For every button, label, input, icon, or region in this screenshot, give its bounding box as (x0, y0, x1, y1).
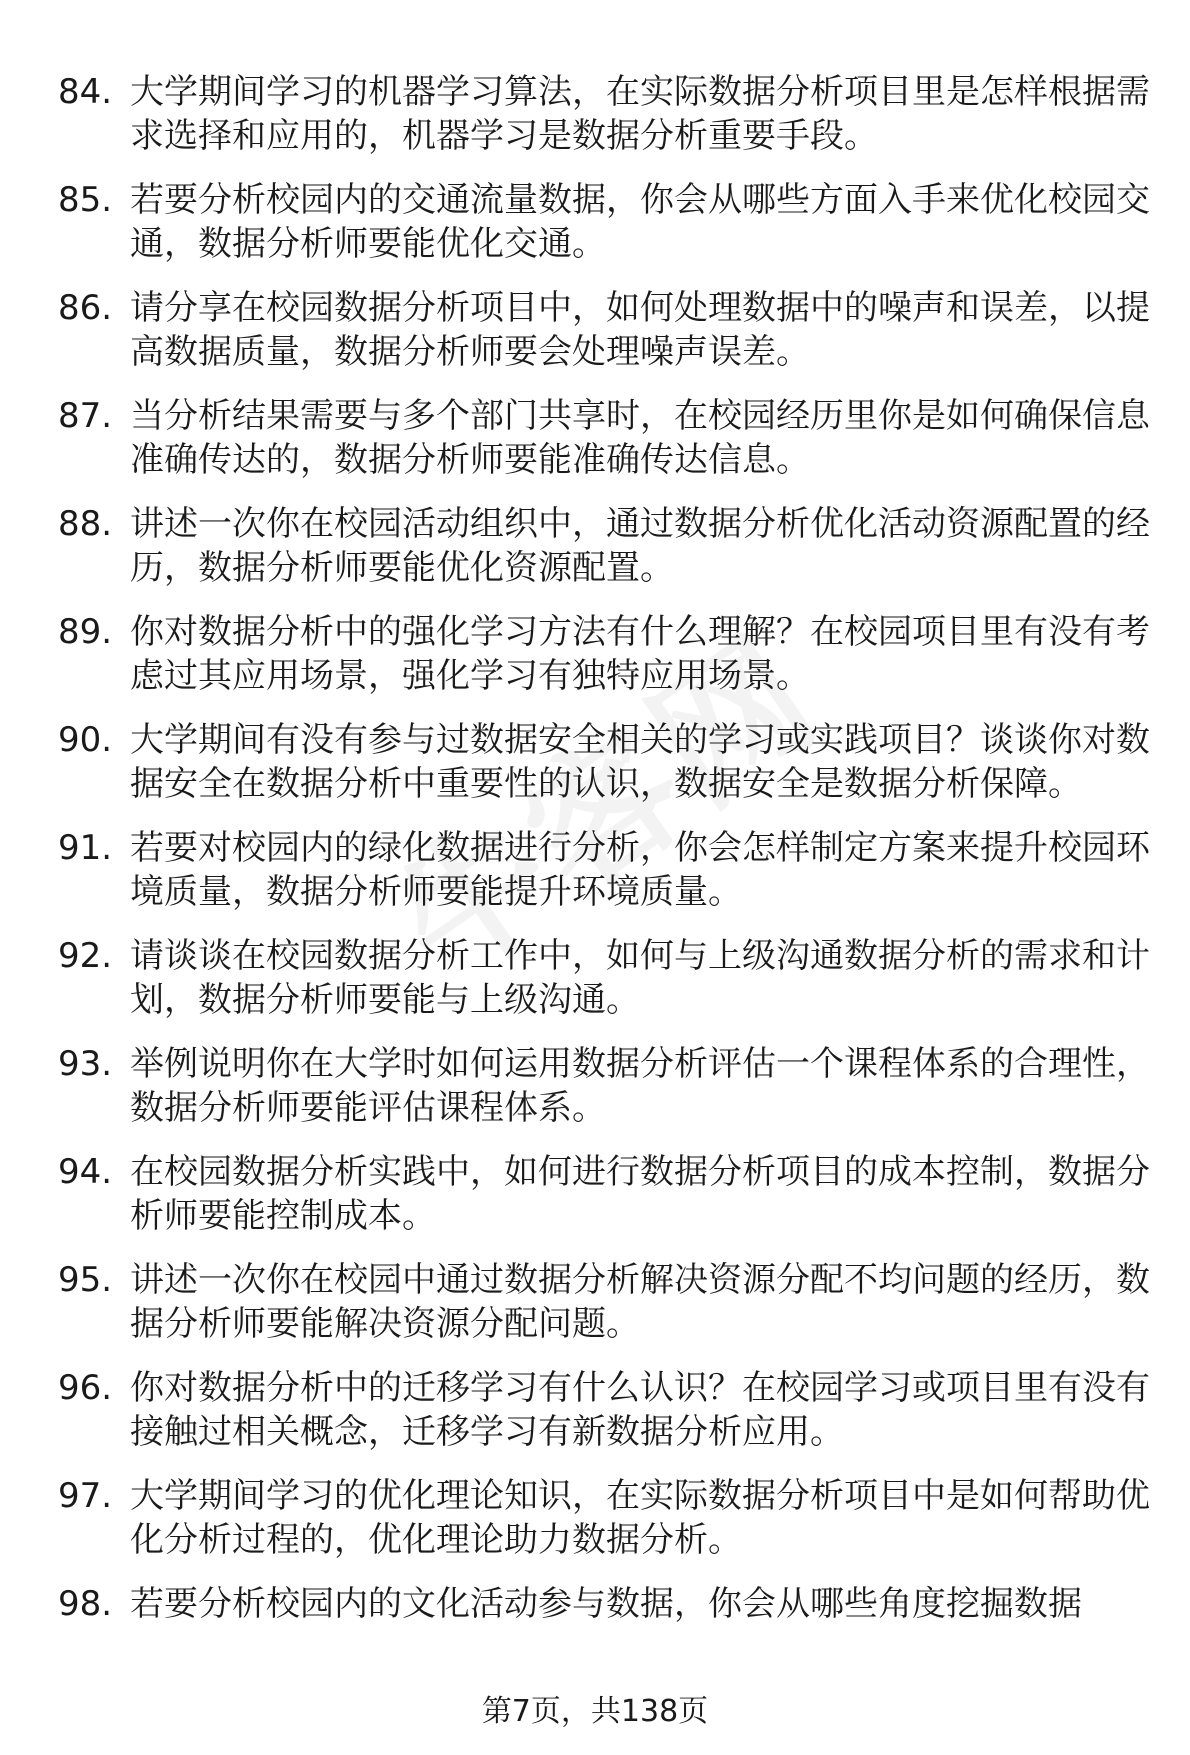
question-number: 95. (58, 1260, 113, 1300)
question-text: 大学期间有没有参与过数据安全相关的学习或实践项目？谈谈你对数据安全在数据分析中重要性的认识，数据安全是数据分析保障。 (130, 720, 1150, 804)
question-number: 97. (58, 1476, 113, 1516)
question-number: 85. (58, 180, 113, 220)
question-text: 若要分析校园内的交通流量数据，你会从哪些方面入手来优化校园交通，数据分析师要能优化交通。 (130, 180, 1150, 264)
question-item (0, 1258, 1190, 1346)
question-number: 89. (58, 612, 113, 652)
question-text: 大学期间学习的机器学习算法，在实际数据分析项目里是怎样根据需求选择和应用的，机器学习是数据分析重要手段。 (130, 72, 1150, 156)
page-footer (0, 1692, 1190, 1732)
question-text: 若要对校园内的绿化数据进行分析，你会怎样制定方案来提升校园环境质量，数据分析师要能提升环境质量。 (130, 828, 1150, 912)
question-item (0, 286, 1190, 374)
question-item (0, 70, 1190, 158)
question-text: 若要分析校园内的文化活动参与数据，你会从哪些角度挖掘数据 (130, 1584, 1082, 1624)
question-text: 你对数据分析中的强化学习方法有什么理解？在校园项目里有没有考虑过其应用场景，强化学习有独特应用场景。 (130, 612, 1150, 696)
question-text: 在校园数据分析实践中，如何进行数据分析项目的成本控制，数据分析师要能控制成本。 (130, 1152, 1150, 1236)
question-text: 举例说明你在大学时如何运用数据分析评估一个课程体系的合理性，数据分析师要能评估课程体系。 (130, 1044, 1150, 1128)
question-item (0, 178, 1190, 266)
question-number: 91. (58, 828, 113, 868)
question-number: 86. (58, 288, 113, 328)
page-number: 第7页，共138页 (481, 1694, 709, 1729)
question-text: 大学期间学习的优化理论知识，在实际数据分析项目中是如何帮助优化分析过程的，优化理论助力数据分析。 (130, 1476, 1150, 1560)
question-list (0, 70, 1190, 1646)
question-number: 94. (58, 1152, 113, 1192)
question-item (0, 934, 1190, 1022)
question-number: 93. (58, 1044, 113, 1084)
question-number: 84. (58, 72, 113, 112)
question-item (0, 1366, 1190, 1454)
question-item (0, 718, 1190, 806)
question-item (0, 1150, 1190, 1238)
question-text: 讲述一次你在校园中通过数据分析解决资源分配不均问题的经历，数据分析师要能解决资源分配问题。 (130, 1260, 1150, 1344)
question-text: 当分析结果需要与多个部门共享时，在校园经历里你是如何确保信息准确传达的，数据分析师要能准确传达信息。 (130, 396, 1150, 480)
question-number: 90. (58, 720, 113, 760)
question-item (0, 1474, 1190, 1562)
question-number: 88. (58, 504, 113, 544)
question-item (0, 610, 1190, 698)
question-text: 请分享在校园数据分析项目中，如何处理数据中的噪声和误差，以提高数据质量，数据分析师要会处理噪声误差。 (130, 288, 1150, 372)
question-number: 92. (58, 936, 113, 976)
question-number: 98. (58, 1584, 113, 1624)
question-number: 96. (58, 1368, 113, 1408)
question-text: 讲述一次你在校园活动组织中，通过数据分析优化活动资源配置的经历，数据分析师要能优化资源配置。 (130, 504, 1150, 588)
question-number: 87. (58, 396, 113, 436)
question-item (0, 502, 1190, 590)
question-item (0, 826, 1190, 914)
question-text: 请谈谈在校园数据分析工作中，如何与上级沟通数据分析的需求和计划，数据分析师要能与上级沟通。 (130, 936, 1150, 1020)
question-item (0, 394, 1190, 482)
question-item (0, 1042, 1190, 1130)
question-item (0, 1582, 1190, 1626)
question-text: 你对数据分析中的迁移学习有什么认识？在校园学习或项目里有没有接触过相关概念，迁移学习有新数据分析应用。 (130, 1368, 1150, 1452)
